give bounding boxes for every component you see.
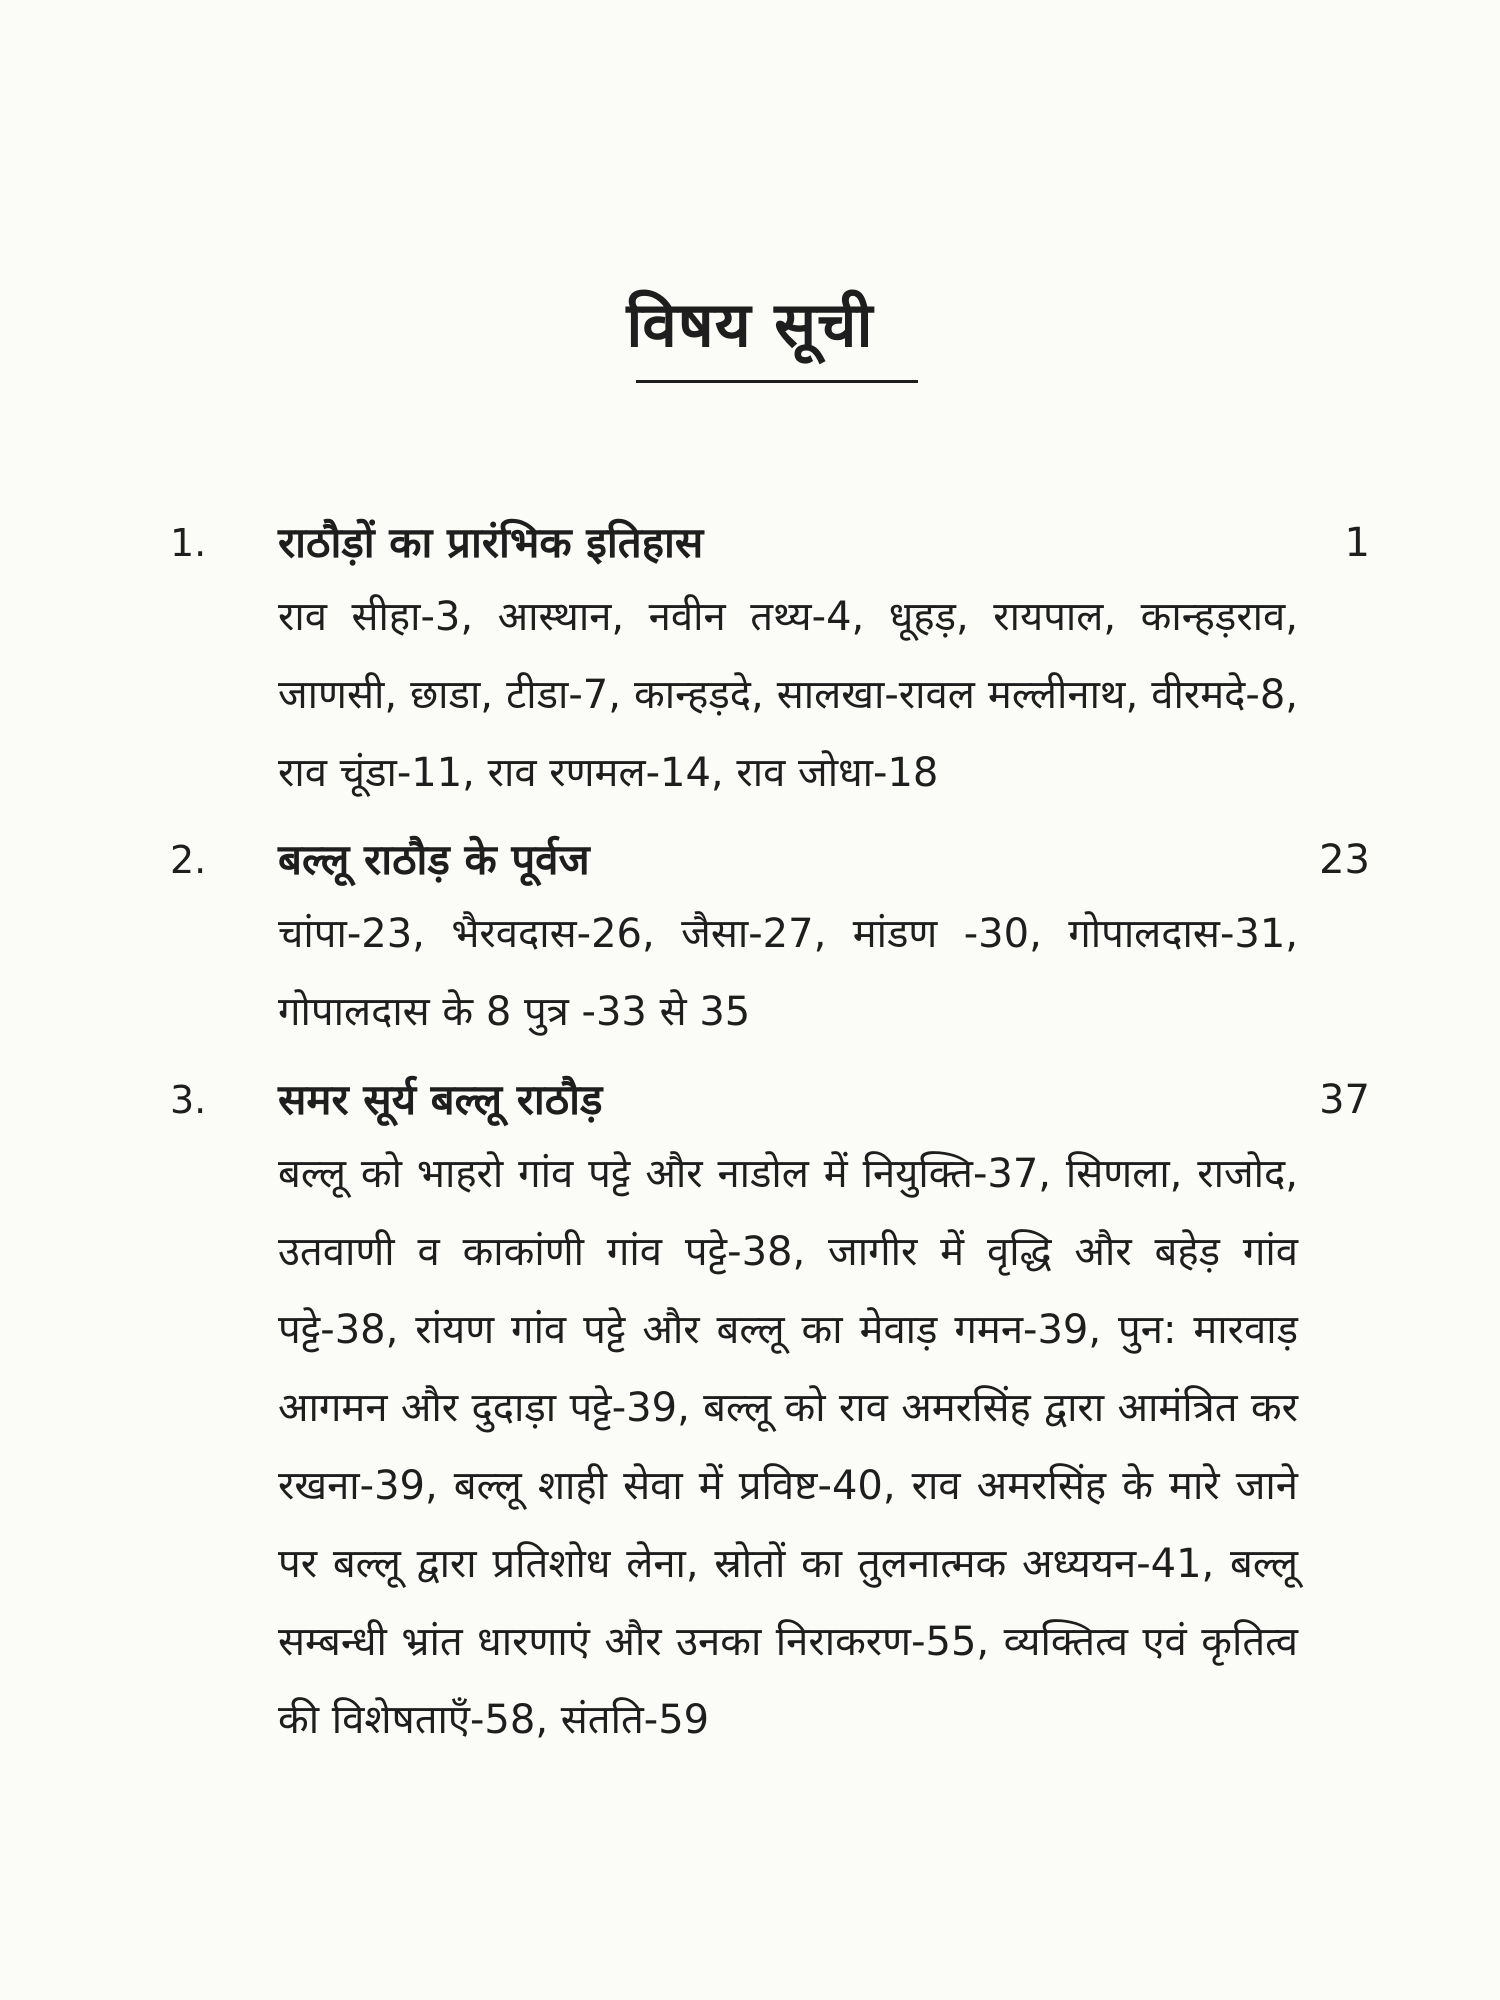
chapter-topics: चांपा-23, भैरवदास-26, जैसा-27, मांडण -30, गोपालदास-31, गोपालदास के 8 पुत्र -33 से 35 xyxy=(278,911,1298,1035)
chapter-entry-3 xyxy=(170,1065,1370,1759)
chapter-page-number: 37 xyxy=(1319,1077,1370,1123)
chapter-topics: बल्लू को भाहरो गांव पट्टे और नाडोल में नियुक्ति-37, सिणला, राजोद, उतवाणी व काकांणी गांव पट्टे-38, जागीर में वृद्धि और बहेड़ गांव पट्टे-38, रांयण गांव पट्टे और बल्लू का मेवाड़ गमन-39, पुन: मारवाड़ आगमन और दुदाड़ा पट्टे-39, बल्लू को राव अमरसिंह द्वारा आमंत्रित कर रखना-39, बल्लू शाही सेवा में प्रविष्ट-40, राव अमरसिंह के मारे जाने पर बल्लू द्वारा प्रतिशोध लेना, स्रोतों का तुलनात्मक अध्ययन-41, बल्लू सम्बन्धी भ्रांत धारणाएं और उनका निराकरण-55, व्यक्तित्व एवं कृतित्व की विशेषताएँ-58, संतति-59 xyxy=(278,1151,1298,1743)
chapter-topics: राव सीहा-3, आस्थान, नवीन तथ्य-4, धूहड़, रायपाल, कान्हड़राव, जाणसी, छाडा, टीडा-7, कान्हड़दे, सालखा-रावल मल्लीनाथ, वीरमदे-8, राव चूंडा-11, राव रणमल-14, राव जोधा-18 xyxy=(278,594,1298,796)
title-underline xyxy=(636,380,918,383)
chapter-page-number: 23 xyxy=(1319,837,1370,883)
chapter-heading xyxy=(170,508,1370,578)
chapter-title: समर सूर्य बल्लू राठौड़ xyxy=(278,1075,603,1124)
chapter-entry-1 xyxy=(170,508,1370,812)
chapter-heading xyxy=(170,1065,1370,1135)
chapter-number: 1. xyxy=(170,521,207,565)
chapter-title: बल्लू राठौड़ के पूर्वज xyxy=(278,835,590,884)
page-title: विषय सूची xyxy=(626,288,874,361)
chapter-page-number: 1 xyxy=(1344,520,1370,566)
chapter-number: 3. xyxy=(170,1078,207,1122)
chapter-heading xyxy=(170,825,1370,895)
chapter-entry-2 xyxy=(170,825,1370,1051)
chapter-number: 2. xyxy=(170,838,207,882)
chapter-title: राठौड़ों का प्रारंभिक इतिहास xyxy=(278,518,704,567)
